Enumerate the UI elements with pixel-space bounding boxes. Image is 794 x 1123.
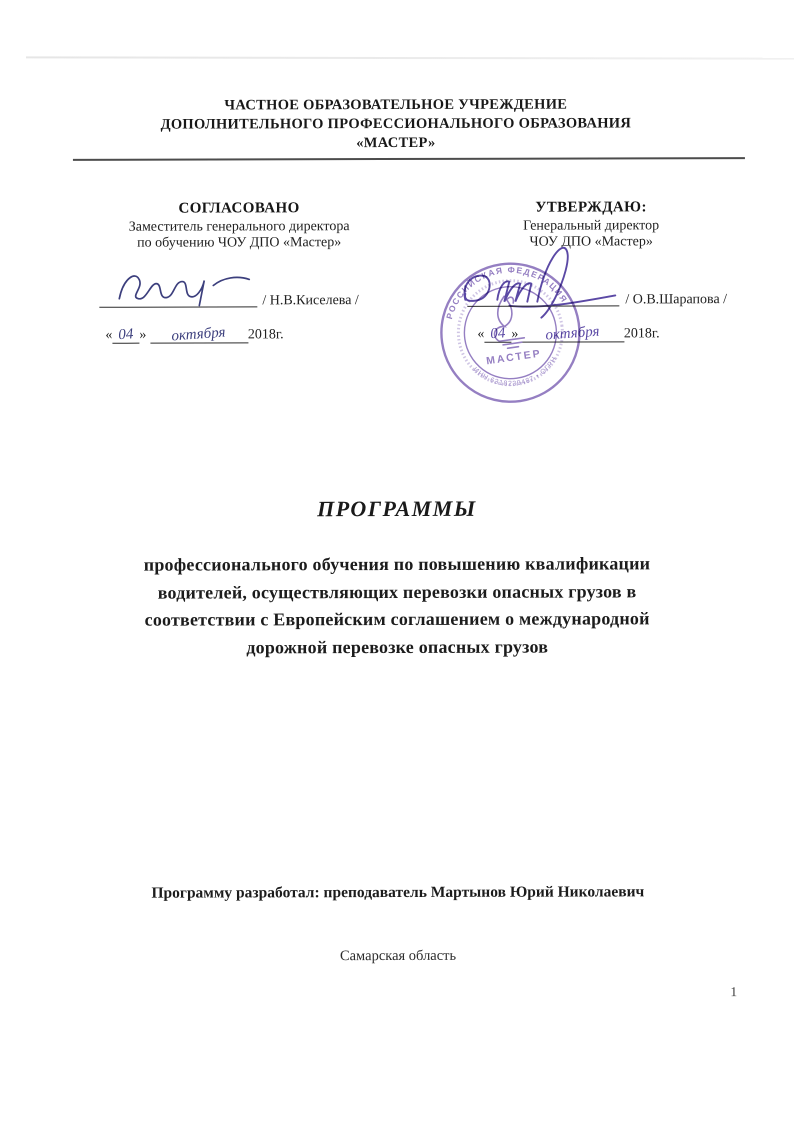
region-line: Самарская область [339, 947, 457, 965]
agreed-signatory-name: / Н.В.Киселева / [262, 293, 359, 309]
program-description-line-3: соответствии с Европейским соглашением о международной [144, 608, 650, 630]
agreed-role-line-2: по обучению ЧОУ ДПО «Мастер» [137, 235, 342, 251]
stamp-emblem-figure [489, 294, 525, 350]
letterhead-rule [73, 157, 745, 161]
agreed-date-month-slot [150, 326, 248, 343]
agreed-date-line [105, 326, 283, 343]
page-number: 1 [730, 984, 738, 1000]
approved-date-year: 2018г. [623, 326, 660, 342]
letterhead-line-3: «МАСТЕР» [356, 134, 436, 152]
approved-role-line-2: ЧОУ ДПО «Мастер» [529, 234, 653, 250]
agreed-date-day-slot [112, 327, 139, 344]
approval-block-agreed [84, 200, 394, 252]
letterhead-line-1: ЧАСТНОЕ ОБРАЗОВАТЕЛЬНОЕ УЧРЕЖДЕНИЕ [224, 96, 568, 114]
approved-title: УТВЕРЖДАЮ: [535, 199, 647, 216]
agreed-handwritten-month: октября [171, 324, 227, 345]
signature-kiseleva [111, 260, 257, 310]
approved-quote-open: « [477, 326, 485, 342]
agreed-date-year: 2018г. [247, 327, 284, 343]
approved-signatory-name: / О.В.Шарапова / [625, 292, 728, 308]
agreed-quote-close: » [139, 327, 147, 343]
author-line: Программу разработал: преподаватель Мартынов Юрий Николаевич [151, 883, 645, 902]
approved-quote-close: » [511, 326, 519, 342]
approved-handwritten-day: 04 [489, 325, 506, 343]
agreed-quote-open: « [105, 327, 113, 343]
stamp-outer-text: РОССИЙСКАЯ ФЕДЕРАЦИЯ [444, 264, 570, 321]
document-title: ПРОГРАММЫ [317, 495, 477, 522]
program-description-line-1: профессионального обучения по повышению квалификации [143, 553, 651, 575]
approved-handwritten-month: октября [545, 323, 601, 344]
approved-role-line-1: Генеральный директор [523, 217, 660, 234]
agreed-title: СОГЛАСОВАНО [178, 200, 300, 217]
program-description-line-4: дорожной перевозке опасных грузов [246, 636, 549, 657]
agreed-role-line-1: Заместитель генерального директора [128, 218, 350, 235]
program-description [70, 550, 724, 662]
stamp-bottom-text: ИНН 6318239487 • ОГРН [471, 355, 559, 388]
stamp-center-text: МАСТЕР [485, 347, 543, 368]
round-stamp-seal [435, 258, 585, 408]
program-description-line-2: водителей, осуществляющих перевозки опасных грузов в [157, 580, 637, 603]
letterhead [0, 95, 793, 154]
letterhead-line-2: ДОПОЛНИТЕЛЬНОГО ПРОФЕССИОНАЛЬНОГО ОБРАЗОВАНИЯ [160, 115, 632, 133]
agreed-handwritten-day: 04 [117, 326, 134, 344]
